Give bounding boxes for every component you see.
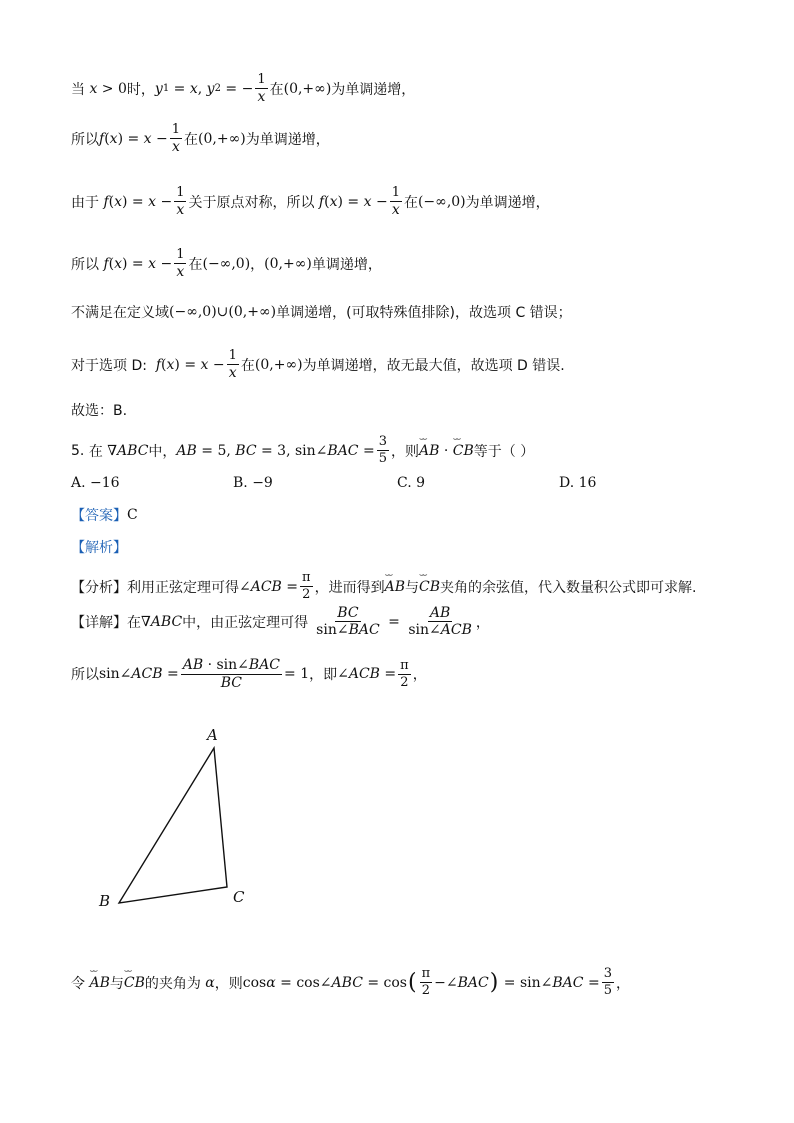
xiangjie-tag: 【详解】 — [71, 615, 127, 631]
so-line: 所以 sin∠ ACB = $\frac{\text{AB · sin∠BAC}}{BC}$ = 1 ，即 ∠ ACB = $\frac{\pi}{2}$ ， — [71, 657, 427, 691]
text: ，则 — [214, 975, 243, 992]
vertex-label-b: B — [99, 892, 111, 910]
text: 在 — [188, 256, 203, 273]
question-number: 5. — [71, 442, 85, 459]
text: 为单调递增，故无最大值，故选项 D 错误. — [302, 357, 565, 374]
solution-line-4: 所以 f ( x ) = x − $\frac{1}{x}$ 在 (−∞,0) ， (0,+∞) 单调递增， — [71, 247, 382, 280]
text: 时， — [126, 81, 155, 98]
solution-line-1: 当 x > 0 时， y 1 = x , y 2 = − $\frac{1}{x}$ 在 (0,+∞) 为单调递增， — [71, 72, 416, 105]
text: 中，由正弦定理可得 — [182, 615, 309, 631]
question-5: 5. 在 ∇ ABC 中， AB = 5, BC = 3, sin∠ BAC = $\frac{3}{5}$ ，则 ⌣⌣ AB · ⌣⌣ CB 等于（ ） — [71, 434, 534, 467]
text: ， — [250, 256, 265, 273]
text: 在 — [269, 81, 284, 98]
analysis-line — [71, 537, 127, 557]
fenxi-tag: 【分析】 — [71, 579, 127, 596]
text: ， — [475, 615, 490, 631]
option-b: B. −9 — [233, 475, 273, 491]
answer-tag: 【答案】 — [71, 508, 127, 524]
text: 等于（ ） — [473, 443, 535, 460]
text: 当 — [71, 81, 85, 98]
text: 与 — [109, 975, 124, 992]
answer-value: C — [127, 507, 138, 523]
text: 关于原点对称，所以 — [188, 194, 315, 211]
text: 夹角的余弦值，代入数量积公式即可求解. — [440, 579, 697, 596]
text: 由于 — [71, 194, 99, 211]
solution-line-2: 所以 f ( x ) = x − $\frac{1}{x}$ 在 (0,+∞) 为单调递增， — [71, 122, 330, 155]
vertex-label-a: A — [207, 726, 218, 744]
text: 在 — [403, 194, 418, 211]
answer-line — [71, 505, 138, 525]
text: 所以 — [71, 131, 99, 148]
analysis-tag: 【解析】 — [71, 540, 127, 556]
solution-line-3: 由于 f ( x ) = x − $\frac{1}{x}$ 关于原点对称，所以 f ( x ) = x − $\frac{1}{x}$ 在 (−∞,0) 为单调递增， — [71, 185, 550, 218]
triangle-abc — [119, 748, 227, 903]
text: 为单调递增， — [245, 131, 330, 148]
text: 的夹角为 — [144, 975, 201, 992]
vertex-label-c: C — [233, 888, 245, 906]
text: 在 — [88, 443, 103, 460]
fenxi-line: 【分析】 利用正弦定理可得 ∠ ACB = $\frac{\pi}{2}$ ，进而得到 ⌣⌣ AB 与 ⌣⌣ CB 夹角的余弦值，代入数量积公式即可求解. — [71, 570, 696, 603]
text: 中， — [148, 443, 177, 460]
solution-line-5: 不满足在定义域 (−∞,0)∪(0,+∞) 单调递增，(可取特殊值排除)，故选项 C 错误； — [71, 304, 572, 321]
solution-line-6: 对于选项 D: f ( x ) = x − $\frac{1}{x}$ 在 (0,+∞) 为单调递增，故无最大值，故选项 D 错误. — [71, 348, 565, 381]
option-a: A. −16 — [71, 475, 120, 491]
text: 为单调递增， — [465, 194, 550, 211]
xiangjie-line: 【详解】 在 ∇ ABC 中，由正弦定理可得 $\frac{BC}{\text{sin∠BAC}}$ = $\frac{AB}{\text{sin∠ACB}}$ ， — [71, 605, 490, 638]
text: ， — [412, 667, 427, 683]
text: ， — [615, 975, 630, 992]
text: ，则 — [391, 443, 419, 460]
option-d: D. 16 — [559, 475, 597, 491]
text: 在 — [184, 131, 199, 148]
text: 为单调递增， — [331, 81, 416, 98]
text: 在 — [240, 357, 255, 374]
text: 所以 — [71, 667, 99, 683]
text: 与 — [405, 579, 419, 596]
solution-line-7 — [71, 400, 127, 420]
text: ，即 — [309, 667, 338, 683]
text: ，进而得到 — [314, 579, 385, 596]
text: 在 — [127, 615, 141, 631]
last-line: 令 ⌣⌣ AB 与 ⌣⌣ CB 的夹角为 α ，则 cos α = cos∠ ABC = cos ( $\frac{\pi}{2}$ −∠ BAC ) = sin∠ BAC = $\frac{3}{5}$ ， — [71, 966, 630, 999]
text: 令 — [71, 975, 85, 992]
text: 单调递增，(可取特殊值排除)，故选项 C 错误； — [276, 305, 572, 321]
text: 所以 — [71, 256, 99, 273]
text: 单调递增， — [311, 256, 382, 273]
text: 利用正弦定理可得 — [127, 579, 239, 596]
option-c: C. 9 — [397, 475, 426, 491]
text: 不满足在定义域 — [71, 305, 169, 321]
text: 对于选项 D: — [71, 357, 147, 374]
conclusion-text: 故选：B. — [71, 403, 128, 419]
